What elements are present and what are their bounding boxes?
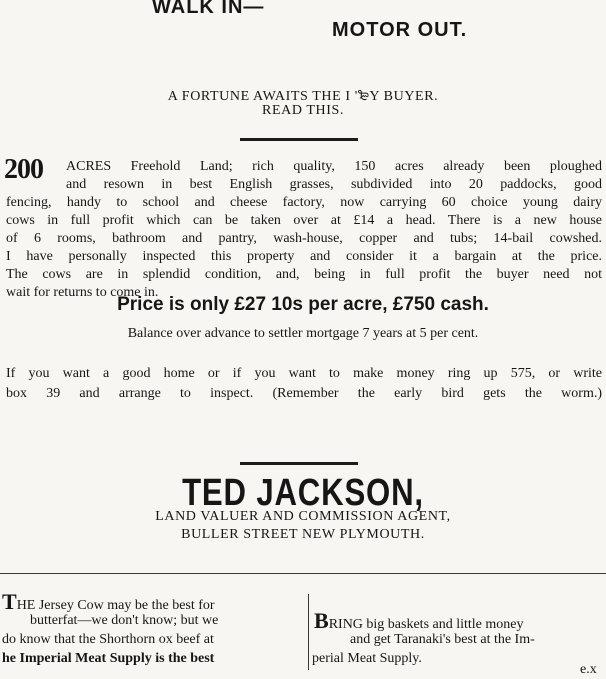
column-divider [308,594,309,670]
listing-line: I have personally inspected this property and consider it a bargain at the price. [6,249,602,264]
section-separator [0,573,606,574]
divider-rule [240,138,358,141]
contact-line: box 39 and arrange to inspect. (Remember the early bird gets the worm.) [6,386,602,401]
agent-name: TED JACKSON, [182,472,424,514]
balance-line: Balance over advance to settler mortgage 7 years at 5 per cent. [127,326,479,341]
right-ad-line: perial Meat Supply. [312,651,422,666]
fortune-headline: A FORTUNE AWAITS THE I '₻Y BUYER. [167,89,439,104]
right-ad-line: and get Taranaki's best at the Im- [350,632,535,647]
right-ad-line: e.x [580,662,597,677]
divider-rule [240,462,358,465]
read-this-headline: READ THIS. [262,103,344,118]
right-ad-dropcap: B [314,608,329,633]
listing-line: ACRES Freehold Land; rich quality, 150 acres already been ploughed [66,159,602,174]
listing-line: of 6 rooms, bathroom and pantry, wash-house, copper and tubs; 14-bail cowshed. [6,231,602,246]
listing-line: cows in full profit which can be taken over at £14 a head. There is a new house [6,213,602,228]
acreage-number: 200 [4,154,43,185]
listing-line: The cows are in splendid condition, and, being in full profit the buyer need not [6,267,602,282]
left-ad-dropcap: T [2,589,17,614]
left-ad-line: butterfat—we don't know; but we [30,613,219,628]
listing-line: fencing, handy to school and cheese factory, now carrying 60 choice young dairy [6,195,602,210]
left-ad-text: HE Jersey Cow may be the best for [16,598,215,613]
walk-in-heading: WALK IN— [152,0,265,18]
motor-out-heading: MOTOR OUT. [332,19,468,41]
left-ad-line: do know that the Shorthorn ox beef at [2,632,214,647]
agent-address: BULLER STREET NEW PLYMOUTH. [181,527,425,542]
agent-title: LAND VALUER AND COMMISSION AGENT, [155,509,451,524]
left-ad-line: he Imperial Meat Supply is the best [2,651,215,666]
contact-line: If you want a good home or if you want to make money ring up 575, or write [6,366,602,381]
listing-line: wait for returns to come in. [6,285,159,300]
right-ad-text: RING big baskets and little money [328,617,524,632]
price-line: Price is only £27 10s per acre, £750 cash. [117,294,489,315]
listing-line: and resown in best English grasses, subdivided into 20 paddocks, good [66,177,602,192]
